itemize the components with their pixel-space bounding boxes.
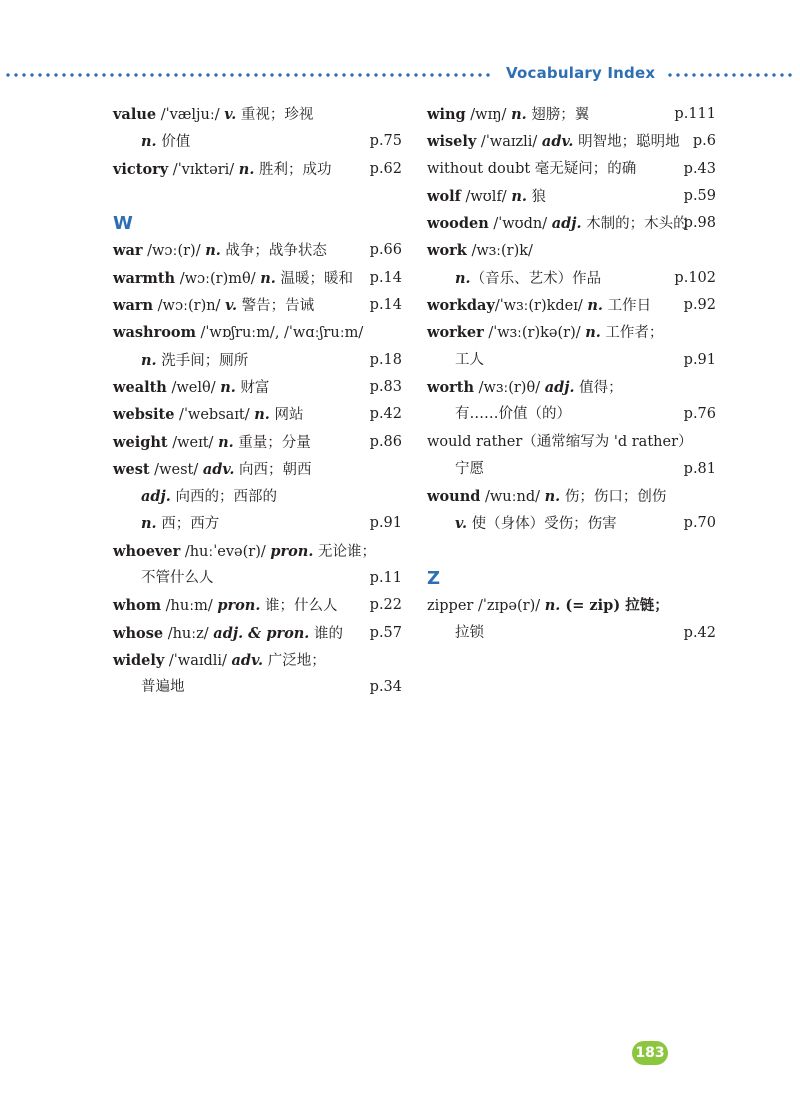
entry-worth: worth /wɜː(r)θ/ adj. 值得； — [427, 378, 623, 396]
page-ref: p.22 — [369, 597, 402, 614]
page-ref: p.59 — [683, 187, 716, 204]
page-ref: p.81 — [683, 460, 716, 477]
page-ref: p.86 — [369, 433, 402, 450]
entry-warn: warn /wɔː(r)n/ v. 警告；告诫 p.14 — [113, 292, 402, 319]
page-ref: p.91 — [683, 351, 716, 368]
page-header — [0, 62, 800, 88]
entry-weight: weight /weɪt/ n. 重量；分量 p.86 — [113, 429, 402, 456]
entry-west-sense3: n. 西；西方 p.91 — [113, 510, 402, 537]
page-ref: p.34 — [369, 679, 402, 696]
page-ref: p.62 — [369, 160, 402, 177]
entry-worth-cont: 有……价值（的） p.76 — [427, 401, 716, 428]
page-ref: p.14 — [369, 297, 402, 314]
page-ref: p.57 — [369, 624, 402, 641]
entry-war: war /wɔː(r)/ n. 战争；战争状态 p.66 — [113, 237, 402, 264]
entry-whom: whom /huːm/ pron. 谁；什么人 p.22 — [113, 592, 402, 619]
entry-worker: worker /ˈwɜː(r)kə(r)/ n. 工作者； — [427, 324, 664, 342]
entry-zipper: zipper /ˈzɪpə(r)/ n. (= zip) 拉链； — [427, 597, 669, 615]
page-ref: p.42 — [683, 624, 716, 641]
entry-wing: wing /wɪŋ/ n. 翅膀；翼 p.111 — [427, 101, 716, 128]
page-ref: p.111 — [674, 106, 716, 122]
page-ref: p.14 — [369, 269, 402, 286]
entry-whoever-cont: 不管什么人 p.11 — [113, 565, 402, 592]
dotted-rule-left — [4, 73, 492, 77]
entry-west-sense2: adj. 向西的；西部的 — [141, 488, 277, 506]
entry-workday: workday/ˈwɜː(r)kdeɪ/ n. 工作日 p.92 — [427, 292, 716, 319]
page-ref: p.76 — [683, 406, 716, 423]
entry-work-sense: n.（音乐、艺术）作品 p.102 — [427, 265, 716, 292]
page-title: Vocabulary Index — [506, 64, 656, 82]
index-column-left — [113, 101, 402, 702]
page-ref: p.18 — [369, 351, 402, 368]
entry-washroom-sense: n. 洗手间；厕所 p.18 — [113, 347, 402, 374]
page-ref: p.75 — [369, 133, 402, 150]
page-ref: p.11 — [369, 570, 402, 587]
entry-wealth: wealth /welθ/ n. 财富 p.83 — [113, 374, 402, 401]
page-ref: p.92 — [683, 297, 716, 314]
entry-wound-sense2: v. 使（身体）受伤；伤害 p.70 — [427, 510, 716, 537]
entry-work: work /wɜː(r)k/ — [427, 242, 533, 260]
entry-washroom: washroom /ˈwɒʃruːm/, /ˈwɑːʃruːm/ — [113, 324, 364, 342]
entry-zipper-cont: 拉锁 p.42 — [427, 620, 716, 647]
entry-west: west /west/ adv. 向西；朝西 — [113, 460, 312, 478]
section-letter-z: Z — [427, 568, 441, 590]
page-ref: p.6 — [692, 133, 716, 150]
page-ref: p.102 — [674, 269, 716, 286]
entry-wooden: wooden /ˈwʊdn/ adj. 木制的；木头的 p.98 — [427, 210, 716, 237]
index-column-right — [427, 101, 716, 647]
page-ref: p.70 — [683, 515, 716, 532]
entry-website: website /ˈwebsaɪt/ n. 网站 p.42 — [113, 401, 402, 428]
entry-widely-cont: 普遍地 p.34 — [113, 674, 402, 701]
entry-warmth: warmth /wɔː(r)mθ/ n. 温暖；暖和 p.14 — [113, 265, 402, 292]
entry-wisely: wisely /ˈwaɪzli/ adv. 明智地；聪明地 p.6 — [427, 128, 716, 155]
entry-victory: victory /ˈvɪktəri/ n. 胜利；成功 p.62 — [113, 156, 402, 183]
section-letter-w: W — [113, 213, 133, 235]
page-ref: p.91 — [369, 515, 402, 532]
page-number-badge: 183 — [632, 1041, 668, 1065]
entry-would-rather-cont: 宁愿 p.81 — [427, 456, 716, 483]
entry-worker-cont: 工人 p.91 — [427, 347, 716, 374]
entry-value: value /ˈvæljuː/ v. 重视；珍视 — [113, 106, 314, 123]
entry-wolf: wolf /wʊlf/ n. 狼 p.59 — [427, 183, 716, 210]
entry-widely: widely /ˈwaɪdli/ adv. 广泛地； — [113, 651, 326, 669]
page-ref: p.83 — [369, 378, 402, 395]
entry-whose: whose /huːz/ adj. & pron. 谁的 p.57 — [113, 620, 402, 647]
page-ref: p.43 — [683, 160, 716, 177]
page-ref: p.66 — [369, 242, 402, 259]
page-ref: p.42 — [369, 406, 402, 423]
entry-would-rather: would rather（通常缩写为 'd rather） — [427, 433, 693, 450]
entry-value-sense2: n. 价值 p.75 — [113, 128, 402, 155]
entry-without-doubt: without doubt 毫无疑问；的确 p.43 — [427, 156, 716, 183]
page-ref: p.98 — [683, 215, 716, 232]
dotted-rule-right — [666, 73, 796, 77]
entry-whoever: whoever /huːˈevə(r)/ pron. 无论谁； — [113, 542, 377, 560]
entry-wound: wound /wuːnd/ n. 伤；伤口；创伤 — [427, 488, 667, 506]
